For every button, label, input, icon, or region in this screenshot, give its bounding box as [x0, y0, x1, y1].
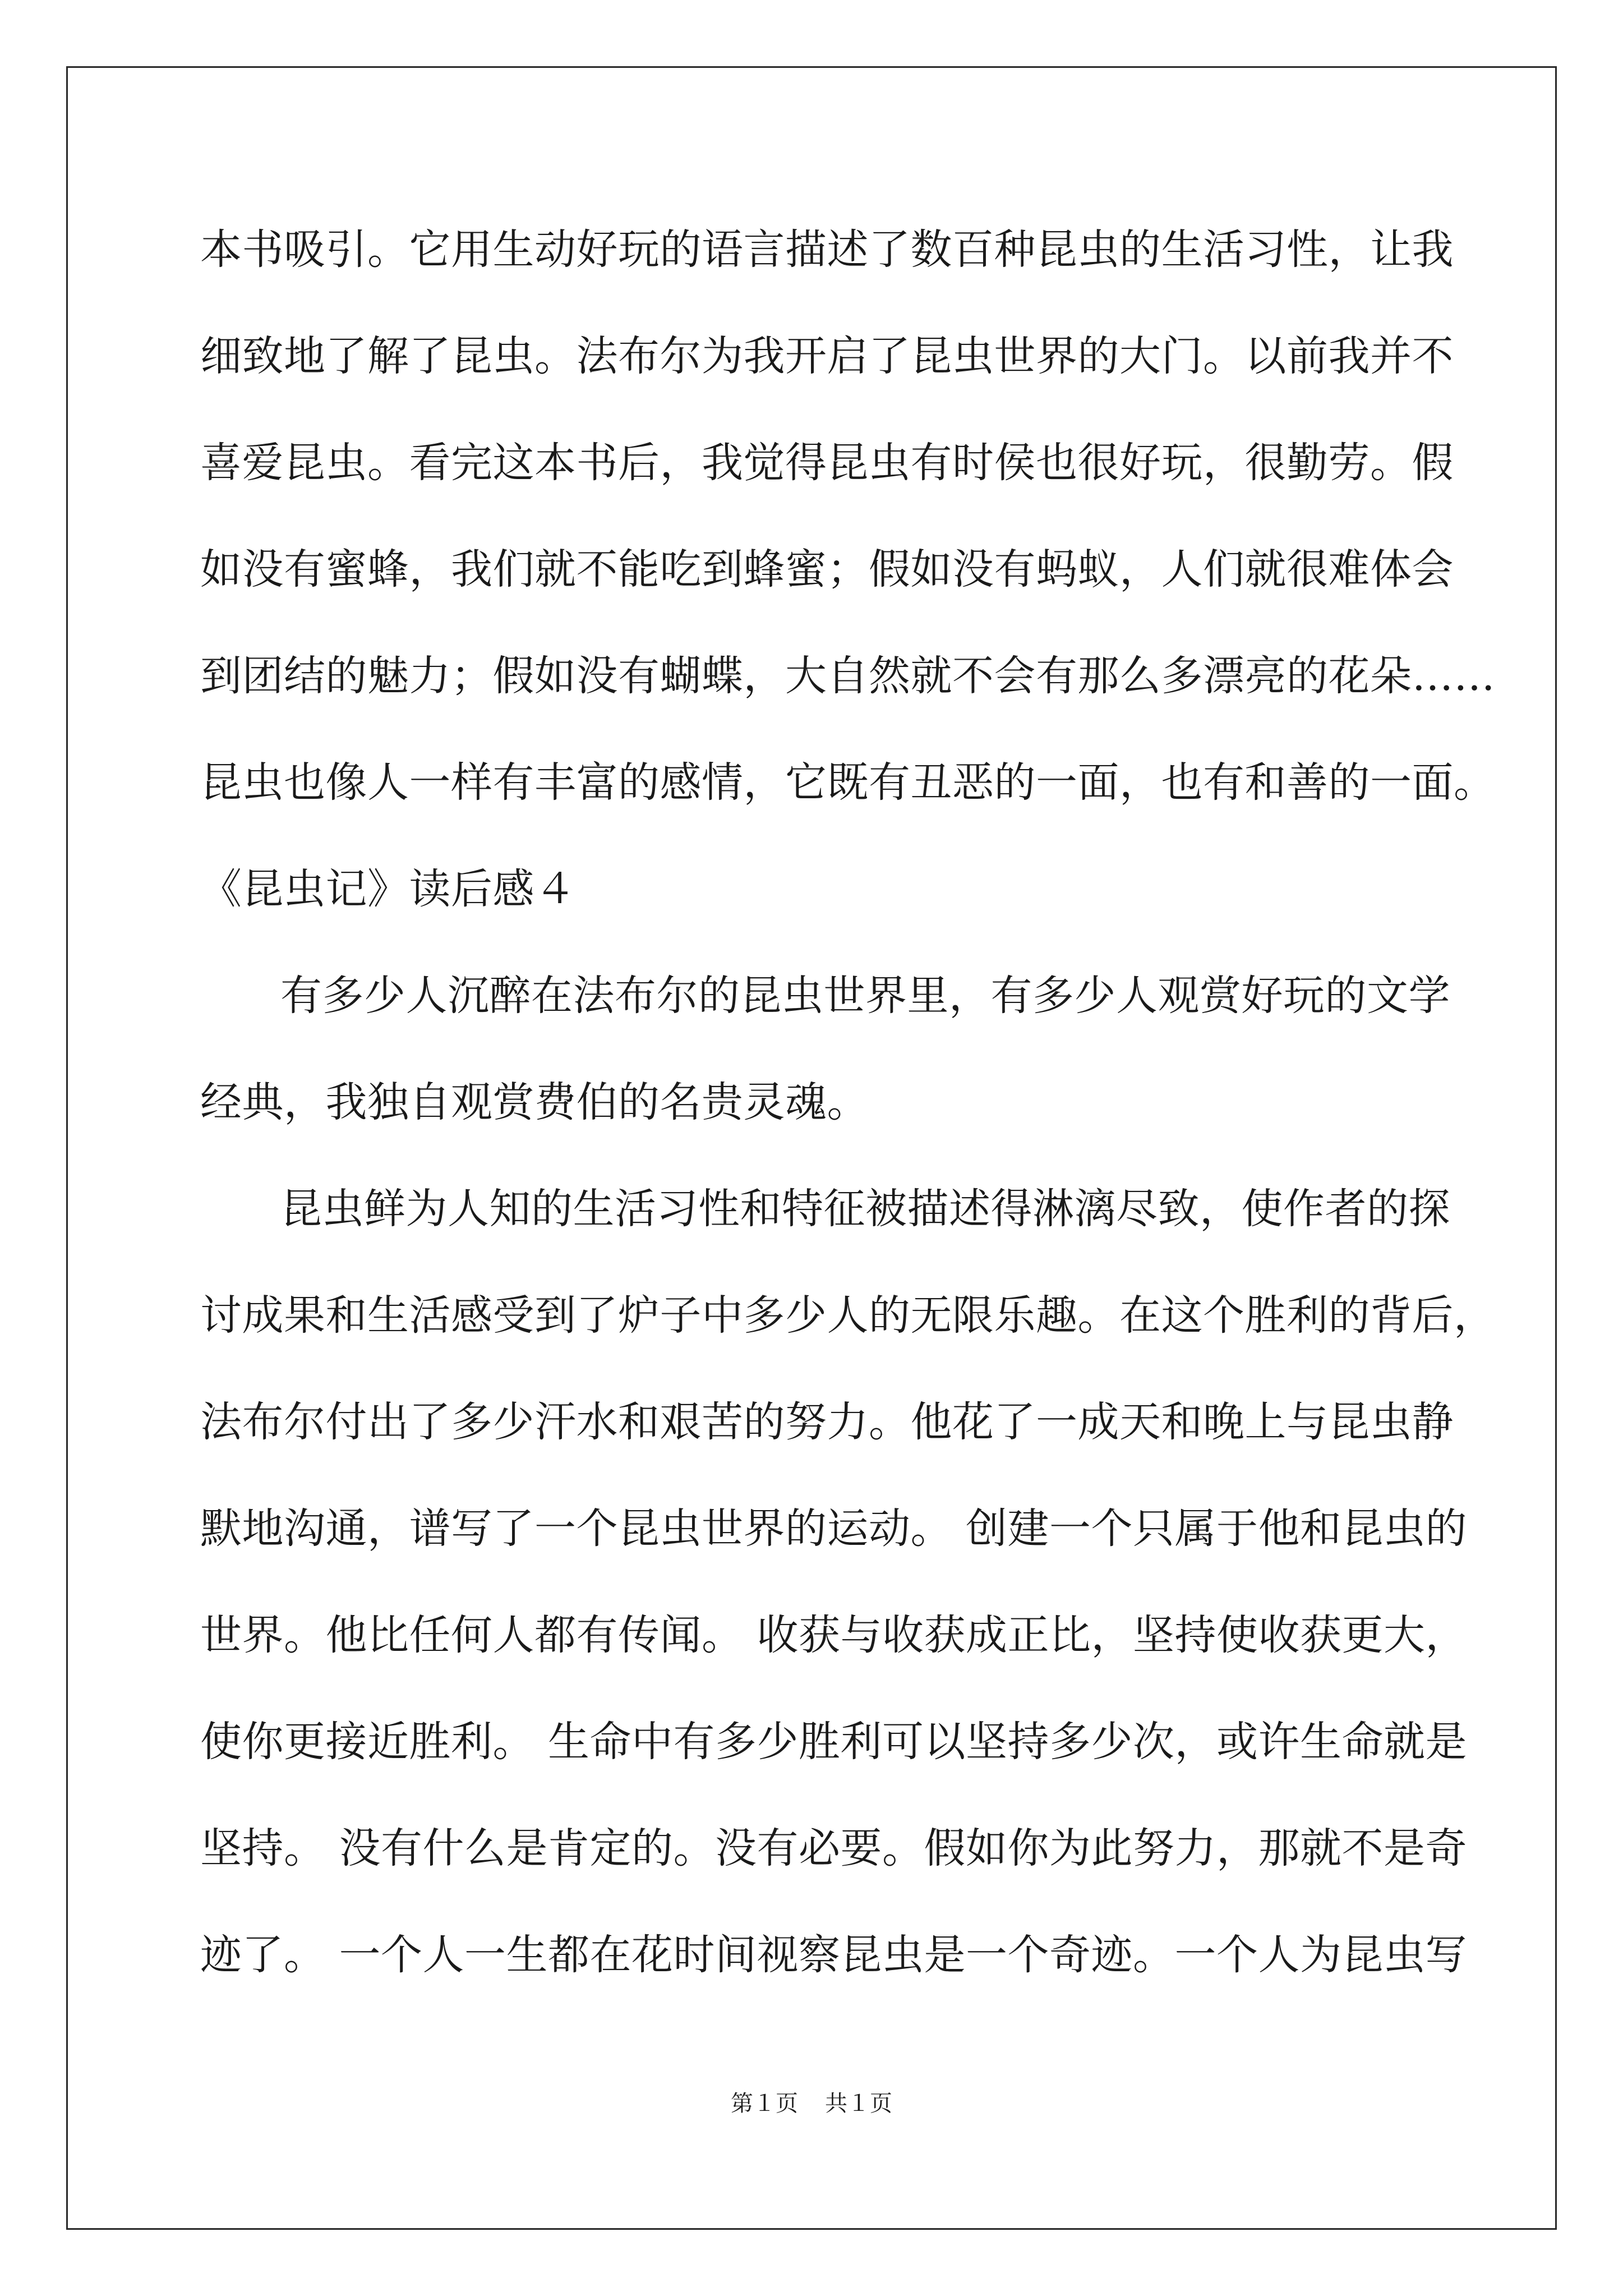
- paragraph-line: 喜爱昆虫。看完这本书后，我觉得昆虫有时侯也很好玩，很勤劳。假: [200, 439, 1454, 487]
- paragraph-line: 坚持。 没有什么是肯定的。没有必要。假如你为此努力，那就不是奇: [200, 1824, 1468, 1872]
- paragraph-line: 法布尔付出了多少汗水和艰苦的努力。他花了一成天和晚上与昆虫静: [200, 1398, 1454, 1446]
- document-body: [200, 216, 1496, 2028]
- paragraph-line: 有多少人沉醉在法布尔的昆虫世界里，有多少人观赏好玩的文学: [280, 972, 1450, 1020]
- page-footer: [0, 2087, 1623, 2120]
- paragraph-line: 到团结的魅力；假如没有蝴蝶，大自然就不会有那么多漂亮的花朵……: [200, 652, 1496, 700]
- paragraph-line: 默地沟通，谱写了一个昆虫世界的运动。 创建一个只属于他和昆虫的: [200, 1504, 1468, 1553]
- paragraph-line: 昆虫也像人一样有丰富的感情，它既有丑恶的一面，也有和善的一面。: [200, 758, 1496, 807]
- page-total: 共１页: [825, 2091, 892, 2116]
- paragraph-line: 昆虫鲜为人知的生活习性和特征被描述得淋漓尽致，使作者的探: [280, 1185, 1450, 1233]
- paragraph-line: 本书吸引。它用生动好玩的语言描述了数百种昆虫的生活习性，让我: [200, 226, 1454, 274]
- paragraph-line: 使你更接近胜利。 生命中有多少胜利可以坚持多少次，或许生命就是: [200, 1718, 1468, 1766]
- paragraph-line: 迹了。 一个人一生都在花时间视察昆虫是一个奇迹。一个人为昆虫写: [200, 1931, 1468, 1979]
- page-number: 第１页: [731, 2091, 798, 2116]
- paragraph-line: 如没有蜜蜂，我们就不能吃到蜂蜜；假如没有蚂蚁，人们就很难体会: [200, 545, 1454, 593]
- paragraph-line: 细致地了解了昆虫。法布尔为我开启了昆虫世界的大门。以前我并不: [200, 332, 1454, 380]
- paragraph-line: 经典，我独自观赏费伯的名贵灵魂。: [200, 1078, 869, 1126]
- paragraph-line: 世界。他比任何人都有传闻。 收获与收获成正比，坚持使收获更大，: [200, 1611, 1468, 1659]
- paragraph-line: 讨成果和生活感受到了炉子中多少人的无限乐趣。在这个胜利的背后，: [200, 1291, 1496, 1340]
- section-heading: 《昆虫记》读后感４: [200, 865, 577, 913]
